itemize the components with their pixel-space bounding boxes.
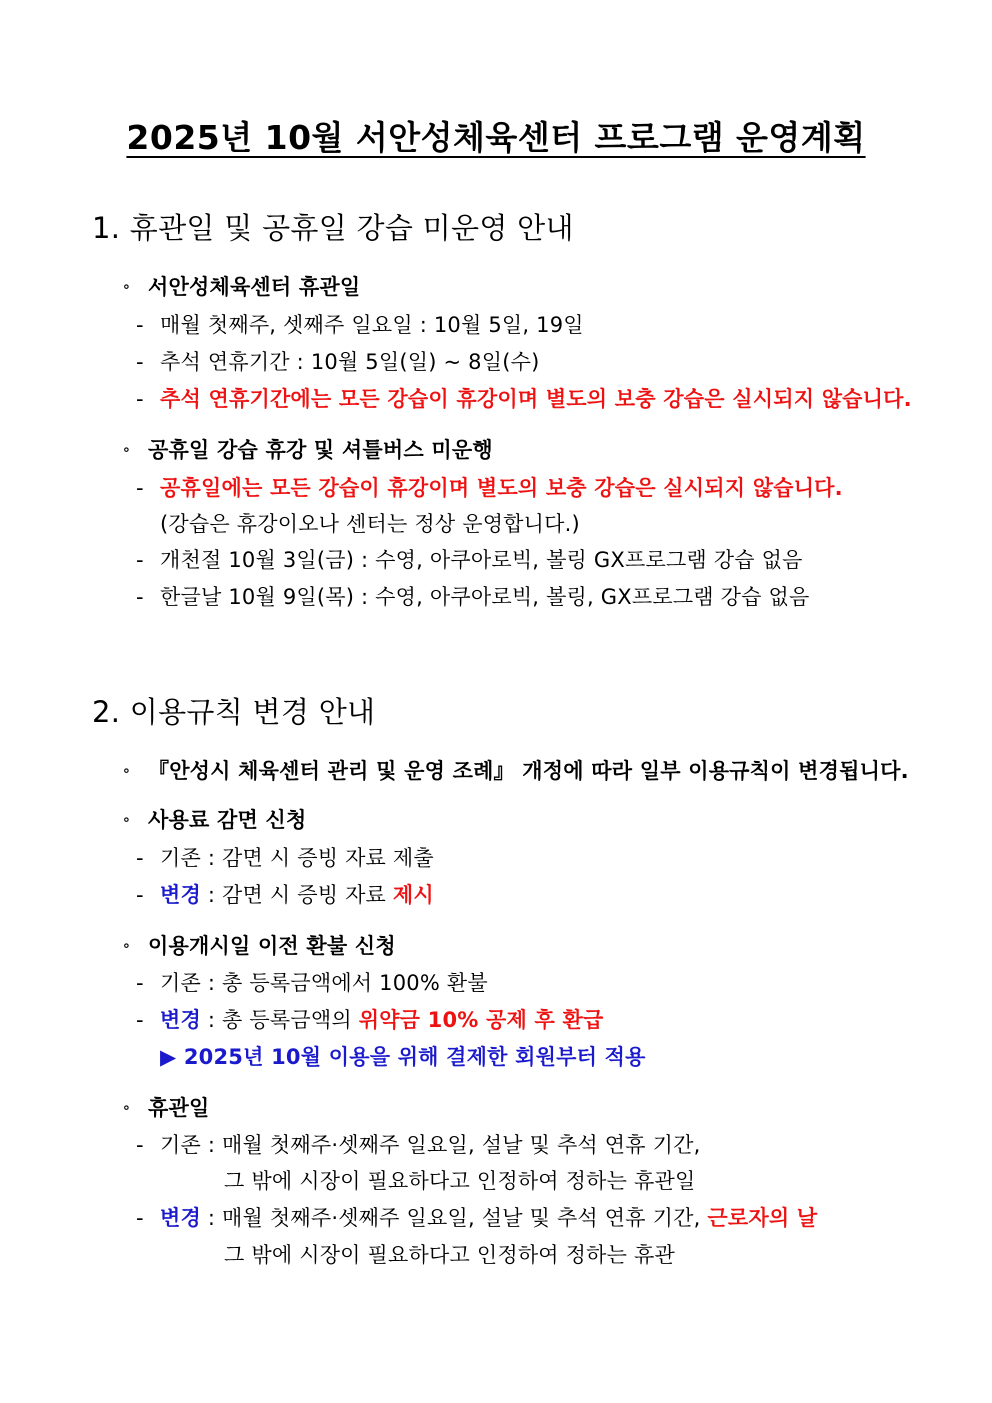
bullet-closed-days: ∘ 서안성체육센터 휴관일 <box>122 275 361 299</box>
bullet-fee: ∘ 사용료 감면 신청 <box>122 808 307 832</box>
list-item: - 변경 : 감면 시 증빙 자료 제시 <box>136 883 434 907</box>
refund-apply-note: ▶ 2025년 10월 이용을 위해 결제한 회원부터 적용 <box>160 1045 646 1069</box>
section-2-heading: 2. 이용규칙 변경 안내 <box>92 695 376 729</box>
list-item-notice: - 추석 연휴기간에는 모든 강습이 휴강이며 별도의 보충 강습은 실시되지 않습니다. <box>136 387 912 411</box>
list-item-continued: 그 밖에 시장이 필요하다고 인정하여 정하는 휴관 <box>224 1243 675 1267</box>
section-1-heading: 1. 휴관일 및 공휴일 강습 미운영 안내 <box>92 211 574 245</box>
bullet-intro: ∘ 『안성시 체육센터 관리 및 운영 조례』 개정에 따라 일부 이용규칙이 변경됩니다. <box>122 759 909 783</box>
list-item: - 한글날 10월 9일(목) : 수영, 아쿠아로빅, 볼링, GX프로그램 강습 없음 <box>136 585 810 609</box>
list-item-note: (강습은 휴강이오나 센터는 정상 운영합니다.) <box>160 512 580 536</box>
list-item-continued: 그 밖에 시장이 필요하다고 인정하여 정하는 휴관일 <box>224 1169 696 1193</box>
bullet-refund: ∘ 이용개시일 이전 환불 신청 <box>122 934 396 958</box>
list-item: - 변경 : 총 등록금액의 위약금 10% 공제 후 환급 <box>136 1008 604 1032</box>
list-item: - 변경 : 매월 첫째주·셋째주 일요일, 설날 및 추석 연휴 기간, 근로자의 날 <box>136 1206 818 1230</box>
list-item: - 기존 : 감면 시 증빙 자료 제출 <box>136 846 434 870</box>
page-title: 2025년 10월 서안성체육센터 프로그램 운영계획 <box>126 118 866 157</box>
bullet-closed: ∘ 휴관일 <box>122 1096 210 1120</box>
list-item: - 기존 : 총 등록금액에서 100% 환불 <box>136 971 488 995</box>
list-item-notice: - 공휴일에는 모든 강습이 휴강이며 별도의 보충 강습은 실시되지 않습니다. <box>136 476 843 500</box>
list-item: - 추석 연휴기간 : 10월 5일(일) ~ 8일(수) <box>136 350 540 374</box>
list-item: - 기존 : 매월 첫째주·셋째주 일요일, 설날 및 추석 연휴 기간, <box>136 1133 701 1157</box>
bullet-holiday: ∘ 공휴일 강습 휴강 및 셔틀버스 미운행 <box>122 438 493 462</box>
list-item: - 개천절 10월 3일(금) : 수영, 아쿠아로빅, 볼링 GX프로그램 강습 없음 <box>136 548 803 572</box>
list-item: - 매월 첫째주, 셋째주 일요일 : 10월 5일, 19일 <box>136 313 584 337</box>
